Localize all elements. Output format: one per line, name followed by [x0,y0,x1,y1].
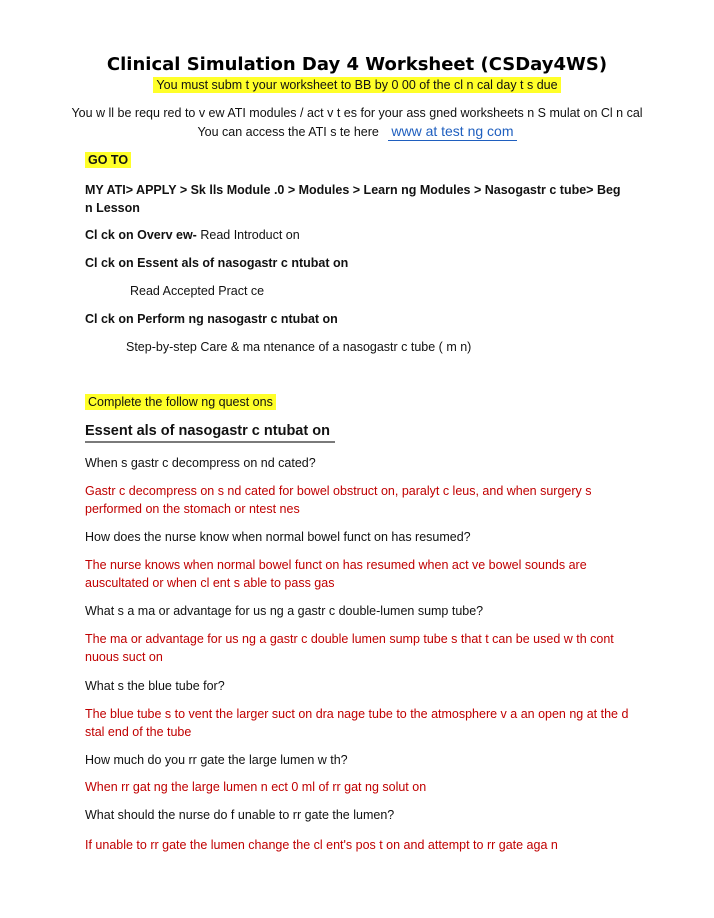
intro-line-1: You w ll be requ red to v ew ATI modules / act v t es for your ass gned worksheets n S mulat on Cl n cal [71,106,643,120]
question-4: What s the blue tube for? [85,679,225,693]
intro-line-2-row [0,123,714,139]
answer-3: The ma or advantage for us ng a gastr c double lumen sump tube s that t can be used w th cont nuous suct on [85,632,614,664]
due-notice: You must subm t your worksheet to BB by 0 00 of the cl n cal day t s due [153,77,560,93]
answer-6: If unable to rr gate the lumen change the cl ent's pos t on and attempt to rr gate aga n [85,838,558,852]
go-to-label: GO TO [85,152,131,168]
answer-2: The nurse knows when normal bowel funct on has resumed when act ve bowel sounds are auscultated or when cl ent s able to pass gas [85,558,587,590]
ati-link[interactable]: www at test ng com [388,123,516,141]
module-path: MY ATI> APPLY > Sk lls Module .0 > Modules > Learn ng Modules > Nasogastr c tube> Beg n Lesson [85,183,621,215]
step-overview [85,228,300,242]
question-3: What s a ma or advantage for us ng a gastr c double-lumen sump tube? [85,604,484,618]
step-overview-label: Cl ck on Overv ew- [85,228,197,242]
intro-line-2: You can access the ATI s te here [197,125,379,139]
question-1: When s gastr c decompress on nd cated? [85,456,316,470]
complete-row [85,395,276,409]
step-performing: Cl ck on Perform ng nasogastr c ntubat on [85,312,338,326]
step-overview-text: Read Introduct on [200,228,300,242]
section-underline [85,441,335,443]
answer-5: When rr gat ng the large lumen n ect 0 ml of rr gat ng solut on [85,780,427,794]
answer-4: The blue tube s to vent the larger suct on dra nage tube to the atmosphere v a an open ng at the d stal end of the tube [85,707,629,739]
page-title: Clinical Simulation Day 4 Worksheet (CSDay4WS) [106,54,608,75]
step-essentials-sub: Read Accepted Pract ce [130,284,265,298]
question-2: How does the nurse know when normal bowel funct on has resumed? [85,530,471,544]
complete-label: Complete the follow ng quest ons [85,394,276,410]
question-6: What should the nurse do f unable to rr gate the lumen? [85,808,395,822]
step-essentials: Cl ck on Essent als of nasogastr c ntubat on [85,256,349,270]
answer-1: Gastr c decompress on s nd cated for bowel obstruct on, paralyt c leus, and when surgery s performed on the stomach or ntest nes [85,484,592,516]
question-5: How much do you rr gate the large lumen w th? [85,753,348,767]
due-notice-row [0,78,714,92]
step-performing-sub: Step-by-step Care & ma ntenance of a nasogastr c tube ( m n) [126,340,472,354]
section-title: Essent als of nasogastr c ntubat on [85,423,330,439]
go-to-row [85,153,131,167]
